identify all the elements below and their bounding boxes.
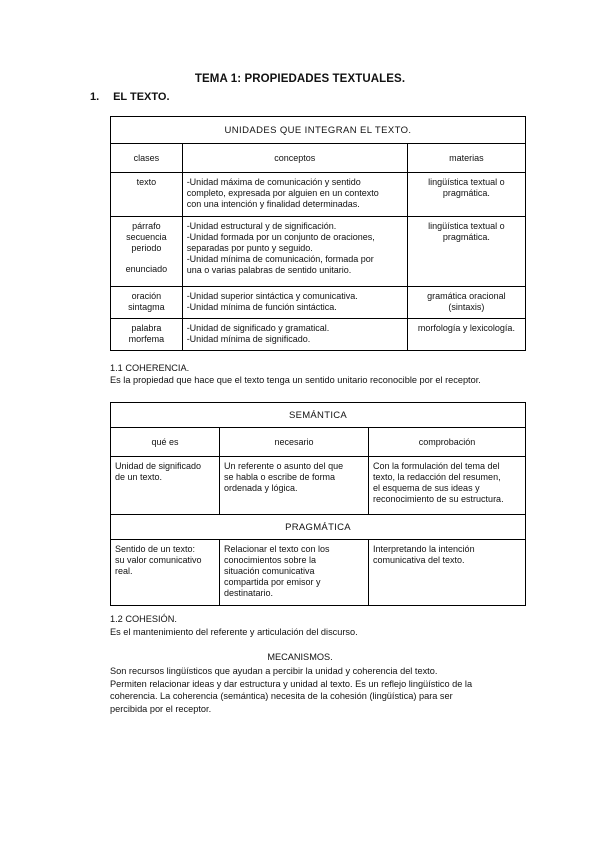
cell-line: ordenada y lógica. <box>224 483 298 493</box>
materia-line: pragmática. <box>442 188 490 198</box>
clase-line: enunciado <box>125 264 168 274</box>
concepto-line: -Unidad de significado y gramatical. <box>186 323 330 333</box>
cell-comprobacion <box>369 457 526 515</box>
header-conceptos: conceptos <box>182 144 407 173</box>
coherencia-table <box>110 402 526 606</box>
cell-line: Interpretando la intención <box>373 544 475 554</box>
cell-line: Sentido de un texto: <box>115 544 196 554</box>
cell-clases <box>111 287 183 319</box>
cell-materias <box>407 173 525 217</box>
concepto-line: con una intención y finalidad determinadas. <box>186 199 360 209</box>
header-necesario: necesario <box>220 428 369 457</box>
mecanismos-heading: MECANISMOS. <box>267 652 333 662</box>
cell-materias <box>407 287 525 319</box>
cell-materias <box>407 319 525 351</box>
concepto-line: -Unidad formada por un conjunto de oraciones, <box>186 232 375 242</box>
paragraph-line: coherencia. La coherencia (semántica) necesita de la cohesión (lingüística) para ser <box>110 691 453 701</box>
clase-line: párrafo <box>132 221 161 231</box>
cell-conceptos <box>182 173 407 217</box>
cell-que-es <box>111 540 220 606</box>
paragraph-line: percibida por el receptor. <box>110 703 212 714</box>
cell-comprobacion <box>369 540 526 606</box>
coherencia-table-header-row <box>111 428 526 457</box>
section-heading-el-texto <box>90 91 170 103</box>
cell-clases <box>111 319 183 351</box>
table-row <box>111 319 526 351</box>
cell-necesario <box>220 540 369 606</box>
document-title: TEMA 1: PROPIEDADES TEXTUALES. <box>194 73 406 85</box>
cell-conceptos <box>182 319 407 351</box>
mecanismos-paragraph <box>110 665 530 715</box>
cell-line: se habla o escribe de forma <box>224 472 336 482</box>
concepto-line: -Unidad mínima de función sintáctica. <box>186 302 337 312</box>
cell-line: de un texto. <box>115 472 163 482</box>
cell-line: situación comunicativa <box>224 566 315 576</box>
coherencia-text: Es la propiedad que hace que el texto tenga un sentido unitario reconocible por el receptor. <box>110 375 481 385</box>
cell-conceptos <box>182 217 407 287</box>
concepto-line: una o varias palabras de sentido unitario. <box>186 265 352 275</box>
cell-line: texto, la redacción del resumen, <box>373 472 501 482</box>
cell-necesario <box>220 457 369 515</box>
concepto-line: completo, expresada por alguien en un contexto <box>186 188 379 198</box>
table-row <box>111 457 526 515</box>
concepto-line: -Unidad superior sintáctica y comunicativa. <box>186 291 358 301</box>
semantica-caption: SEMÁNTICA <box>111 403 526 428</box>
cell-line: real. <box>115 566 133 576</box>
section-number: 1. <box>90 91 100 103</box>
table-row <box>111 540 526 606</box>
materia-line: gramática oracional <box>427 291 506 301</box>
cell-line: Relacionar el texto con los <box>224 544 330 554</box>
header-comprobacion: comprobación <box>369 428 526 457</box>
table-row <box>111 217 526 287</box>
paragraph-line: Permiten relacionar ideas y dar estructura y unidad al texto. Es un reflejo lingüístico de la <box>110 678 473 689</box>
concepto-line: separadas por punto y seguido. <box>186 243 313 253</box>
cell-line: reconocimiento de su estructura. <box>373 494 504 504</box>
header-materias: materias <box>407 144 525 173</box>
cohesion-heading: 1.2 COHESIÓN. <box>110 614 177 624</box>
cell-line: conocimientos sobre la <box>224 555 317 565</box>
table-row <box>111 287 526 319</box>
cell-line: el esquema de sus ideas y <box>373 483 480 493</box>
materia-line: pragmática. <box>442 232 490 242</box>
cell-line: destinatario. <box>224 588 274 598</box>
coherencia-heading: 1.1 COHERENCIA. <box>110 363 190 373</box>
clase-line: oración <box>131 291 162 301</box>
concepto-line: -Unidad mínima de significado. <box>186 334 311 344</box>
cell-line: su valor comunicativo <box>115 555 202 565</box>
unidades-table-caption: UNIDADES QUE INTEGRAN EL TEXTO. <box>111 117 526 144</box>
pragmatica-caption: PRAGMÁTICA <box>111 515 526 540</box>
header-que-es: qué es <box>111 428 220 457</box>
cell-line: Un referente o asunto del que <box>224 461 344 471</box>
cell-line: Unidad de significado <box>115 461 202 471</box>
cell-clases <box>111 173 183 217</box>
header-clases: clases <box>111 144 183 173</box>
cohesion-text: Es el mantenimiento del referente y articulación del discurso. <box>110 627 358 637</box>
cell-line: compartida por emisor y <box>224 577 321 587</box>
clase-line: texto <box>136 177 157 187</box>
clase-line: palabra <box>131 323 162 333</box>
concepto-line: -Unidad máxima de comunicación y sentido <box>186 177 361 187</box>
clase-line: secuencia <box>126 232 167 242</box>
cell-line: Con la formulación del tema del <box>373 461 500 471</box>
cell-que-es <box>111 457 220 515</box>
table-row <box>111 173 526 217</box>
concepto-line: -Unidad mínima de comunicación, formada por <box>186 254 374 264</box>
clase-line: periodo <box>131 243 162 253</box>
cell-line: comunicativa del texto. <box>373 555 465 565</box>
cell-clases <box>111 217 183 287</box>
cell-materias <box>407 217 525 287</box>
cell-conceptos <box>182 287 407 319</box>
clase-line: sintagma <box>128 302 165 312</box>
materia-line: morfología y lexicología. <box>417 323 515 333</box>
materia-line: (sintaxis) <box>448 302 485 312</box>
materia-line: lingüística textual o <box>428 177 505 187</box>
clase-line: morfema <box>128 334 165 344</box>
unidades-table <box>110 116 526 351</box>
paragraph-line: Son recursos lingüísticos que ayudan a percibir la unidad y coherencia del texto. <box>110 666 438 676</box>
unidades-table-header-row <box>111 144 526 173</box>
materia-line: lingüística textual o <box>428 221 505 231</box>
section-label: EL TEXTO. <box>113 91 170 103</box>
concepto-line: -Unidad estructural y de significación. <box>186 221 337 231</box>
